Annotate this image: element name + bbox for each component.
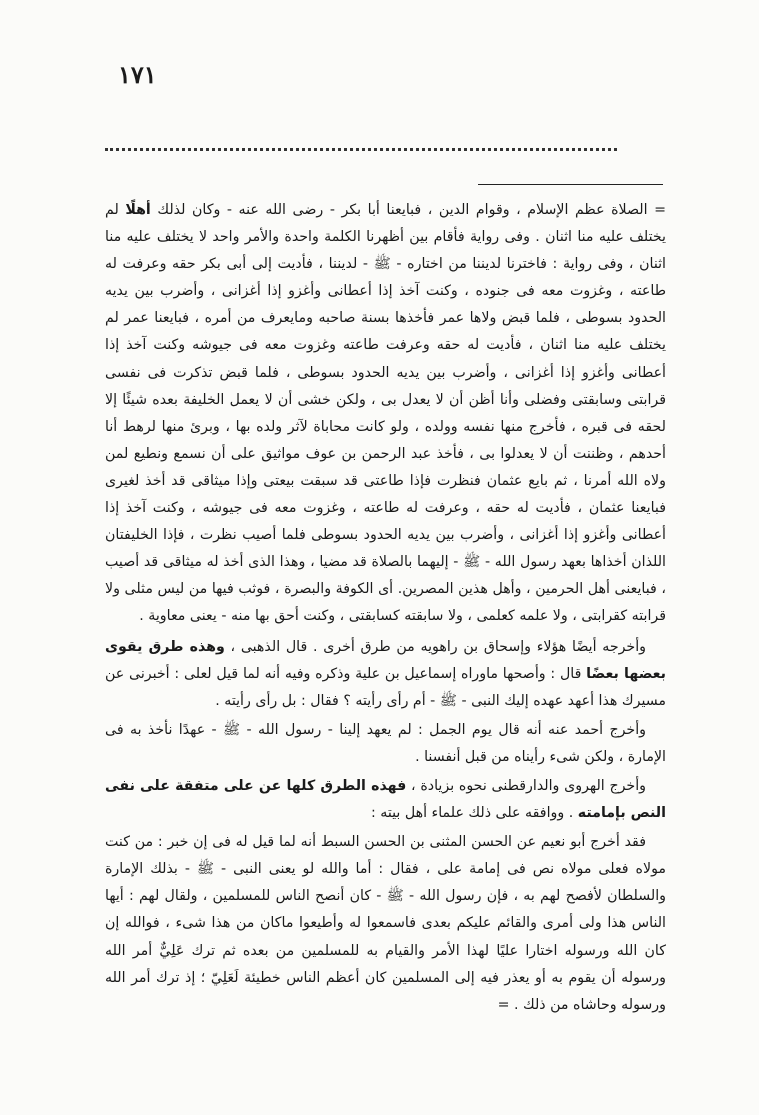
text-run: . ووافقه على ذلك علماء أهل بيته :: [370, 805, 578, 822]
continuation-rule: [478, 184, 663, 185]
paragraph-continuation: [105, 197, 666, 631]
bold-text-run: وهذه طرق يقوى بعضها بعضًا: [105, 638, 667, 682]
paragraph: [105, 773, 666, 827]
paragraph: [105, 634, 666, 715]
bold-text-run: فهذه الطرق كلها عن على متفقة على نفى النص بإمامته: [105, 777, 666, 822]
paragraph: [105, 829, 666, 1019]
bold-text-run: أهلًا: [125, 202, 151, 218]
body-text: [105, 197, 666, 1019]
text-run: وأخرج أحمد عنه أنه قال يوم الجمل : لم يعهد إلينا - رسول الله - ﷺ - عهدًا نأخذ به فى الإمارة ، ولكن شىء رأيناه من قبل أنفسنا .: [105, 721, 666, 765]
page-number: ١٧١: [118, 60, 157, 89]
text-run: = الصلاة عظم الإسلام ، وقوام الدين ، فبايعنا أبا بكر - رضى الله عنه - وكان لذلك: [150, 202, 666, 218]
text-run: وأخرجه أيضًا هؤلاء وإسحاق بن راهويه من طرق أخرى . قال الذهبى ،: [224, 638, 646, 655]
header-dotted-rule: [105, 148, 617, 151]
text-run: قال : وأصحها ماوراه إسماعيل بن علية وذكره وفيه أنه لما قيل لعلى : أخبرنى عن مسيرك هذا أعهد عهده إليك النبى - ﷺ - أم رأى رأيته ؟ فقال : بل رأى رأيته .: [105, 665, 666, 709]
text-run: لم يختلف عليه منا اثنان . وفى رواية فأقام بين أظهرنا الكلمة واحدة والأمر واحد لا يختلف عليه منا اثنان ، وفى رواية : فاخترنا لديننا من اختاره - ﷺ - لديننا ، فأديت إلى أبى بكر حقه وعرفت له طاعته ، وغزوت معه فى جنوده ، وكنت آخذ إذا أعطانى وأغزو إذا أغزانى ، وأضرب بين يديه الحدود بسوطى ، فلما قبض ولاها عمر فأخذها بسنة صاحبه ومايعرف من أمره ، فبايعنا عمر لم يختلف عليه منا اثنان ، فأديت له حقه وعرفت طاعته وغزوت معه فى جيوشه وكنت آخذ إذا أعطانى وأغزو إذا أغزانى ، وأضرب بين يديه الحدود بسوطى ، فلما قبض تذكرت فى نفسى قرابتى وسابقتى وفضلى وأنا أظن أن لا يعدل بى ، ولكن خشى أن لا يعمل الخليفة بعده شيئًا إلا لحقه فى قبره ، فأخرج منها نفسه وولده ، ولو كانت محاباة لآثر ولده بها ، وبرئ منها لرهط أنا أحدهم ، وظننت أن لا يعدلوا بى ، فأخذ عبد الرحمن بن عوف مواثيق على أن نسمع ونطيع لمن ولاه الله أمرنا ، ثم بايع عثمان فنظرت فإذا طاعتى قد سبقت بيعتى وإذا ميثاقى قد أخذ لغيرى فبايعنا عثمان ، فأديت له حقه ، وعرفت له طاعته ، وغزوت معه فى جيوشه ، وكنت آخذ إذا أعطانى وأغزو إذا أغزانى ، وأضرب بين يديه الحدود بسوطى فلما أصيب نظرت ، فإذا الخليفتان اللذان أخذاها بعهد رسول الله - ﷺ - إليهما بالصلاة قد مضيا ، وهذا الذى أخذ له ميثاقى قد أصيب ، فبايعنى أهل الحرمين ، وأهل هذين المصرين. أى الكوفة والبصرة ، فوثب فيها من ليس مثلى ولا قرابته كقرابتى ، ولا علمه كعلمى ، ولا سابقته كسابقتى ، وكنت أحق بها منه - يعنى معاوية .: [105, 202, 666, 625]
text-run: وأخرج الهروى والدارقطنى نحوه بزيادة ،: [406, 777, 647, 794]
text-run: فقد أخرج أبو نعيم عن الحسن المثنى بن الحسن السبط أنه لما قيل له فى إن خبر : من كنت مولاه فعلى مولاه نص فى إمامة على ، فقال : أما والله لو يعنى النبى - ﷺ - بذلك الإمارة والسلطان لأفصح لهم به ، فإن رسول الله - ﷺ - كان أنصح الناس للمسلمين ، ولقال لهم : أيها الناس هذا ولى أمرى والقائم عليكم بعدى فاسمعوا له وأطيعوا ماكان من هذا شىء ، فوالله إن كان الله ورسوله اختارا عليًا لهذا الأمر والقيام به للمسلمين من بعده ثم ترك عَلِيٌّ أمر الله ورسوله أن يقوم به أو يعذر فيه إلى المسلمين كان أعظم الناس خطيئة لَعَلِيّ ؛ إذ ترك أمر الله ورسوله وحاشاه من ذلك . =: [105, 834, 666, 1013]
paragraph: [105, 717, 666, 771]
